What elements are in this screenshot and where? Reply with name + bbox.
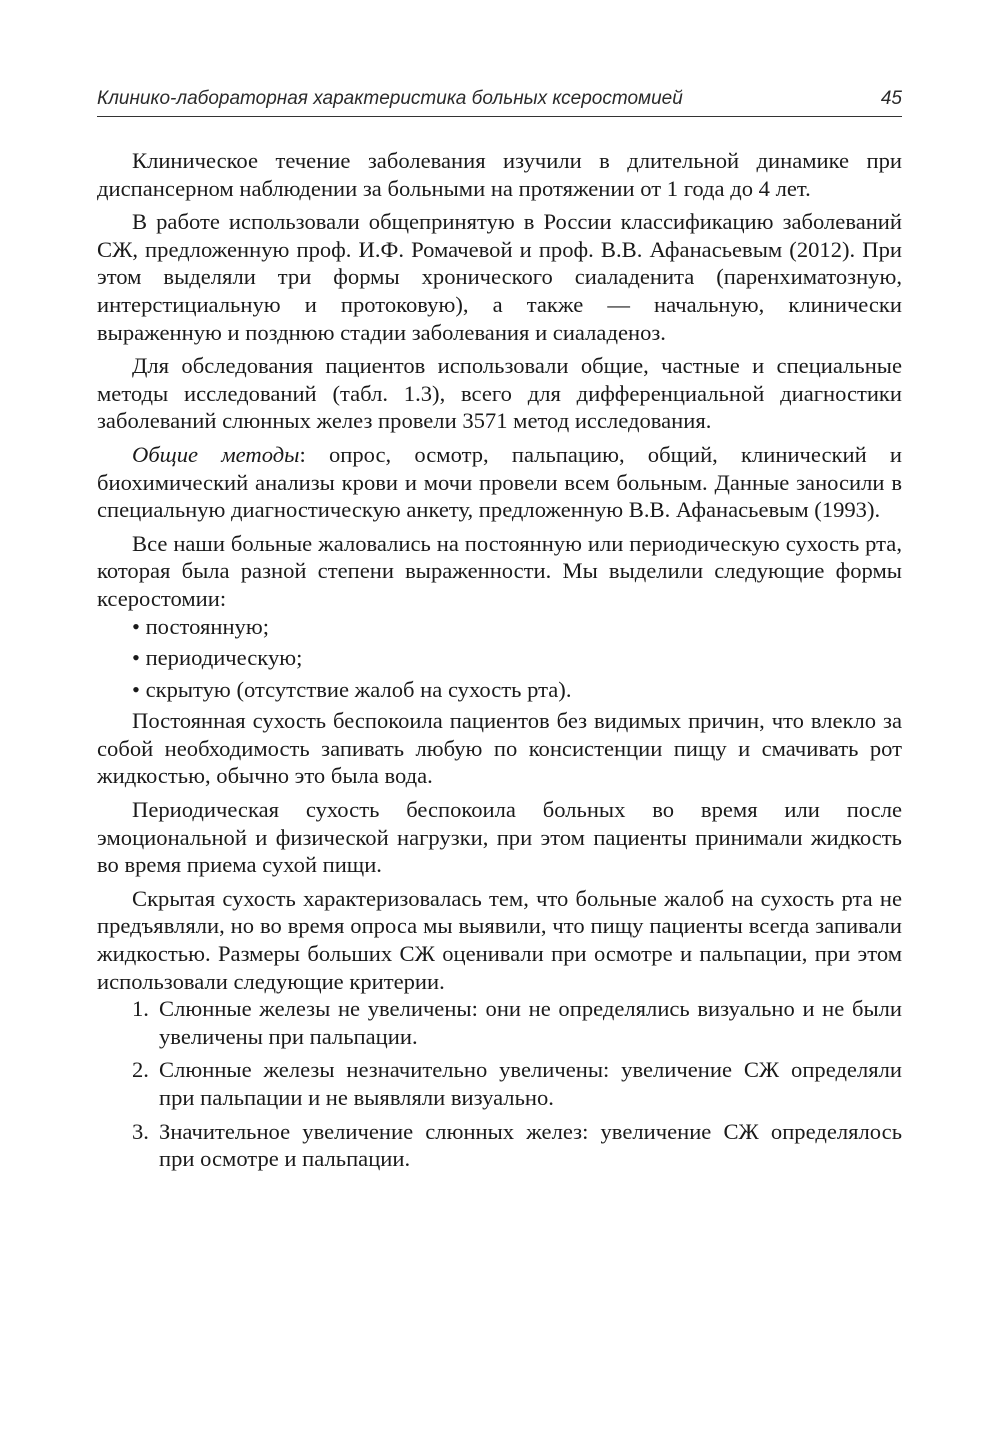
list-item: • скрытую (отсутствие жалоб на сухость рта). <box>97 676 902 704</box>
page-number: 45 <box>880 88 902 109</box>
running-header <box>97 88 902 117</box>
list-item-number: 1. <box>132 996 149 1022</box>
paragraph-hidden-dryness: Скрытая сухость характеризовалась тем, что больные жалоб на сухость рта не предъявляли, но во время опроса мы выявили, что пищу пациенты всегда запивали жидкостью. Размеры больших СЖ оценивали при осмотре и пальпации, при этом использовали следующие критерии. <box>97 885 902 994</box>
paragraph-general-methods <box>97 441 902 524</box>
running-title: Клинико-лабораторная характеристика больных ксеростомией <box>97 88 683 109</box>
general-methods-label: Общие методы <box>132 441 300 467</box>
paragraph-complaints-intro: Все наши больные жаловались на постоянную или периодическую сухость рта, которая была разной степени выраженности. Мы выделили следующие формы ксеростомии: <box>97 530 902 611</box>
paragraph-classification: В работе использовали общепринятую в России классификацию заболеваний СЖ, предложенную проф. И.Ф. Ромачевой и проф. В.В. Афанасьевым (2012). При этом выделяли три формы хронического сиаладенита (паренхиматозную, интерстициальную и протоковую), а также — начальную, клинически выраженную и позднюю стадии заболевания и сиаладеноз. <box>97 209 902 345</box>
list-item <box>97 1056 902 1111</box>
paragraph-examination-methods: Для обследования пациентов использовали общие, частные и специальные методы исследований (табл. 1.3), всего для дифференциальной диагностики заболеваний слюнных желез провели 3571 метод исследования. <box>97 353 902 434</box>
list-item-number: 3. <box>132 1118 149 1144</box>
list-item <box>97 995 902 1050</box>
general-methods-text: : опрос, осмотр, пальпацию, общий, клинический и биохимический анализы крови и мочи провели всем больным. Данные заносили в специальную диагностическую анкету, предложенную В.В. Афанасьевым (1993). <box>97 441 902 523</box>
list-item <box>97 1118 902 1173</box>
paragraph-constant-dryness: Постоянная сухость беспокоила пациентов без видимых причин, что влекло за собой необходимость запивать любую по консистенции пищу и смачивать рот жидкостью, обычно это была вода. <box>97 708 902 789</box>
list-item-number: 2. <box>132 1057 149 1083</box>
list-item: • постоянную; <box>97 613 902 641</box>
paragraph-periodic-dryness: Периодическая сухость беспокоила больных во время или после эмоциональной и физической нагрузки, при этом пациенты принимали жидкость во время приема сухой пищи. <box>97 797 902 878</box>
criteria-list <box>97 995 902 1173</box>
body-text <box>97 147 902 1173</box>
list-item-text: Значительное увеличение слюнных желез: увеличение СЖ определялось при осмотре и пальпации. <box>159 1118 902 1172</box>
paragraph-clinical-course: Клиническое течение заболевания изучили в длительной динамике при диспансерном наблюдении за больными на протяжении от 1 года до 4 лет. <box>97 148 902 201</box>
list-item-text: Слюнные железы незначительно увеличены: увеличение СЖ определяли при пальпации и не выявляли визуально. <box>159 1057 902 1110</box>
list-item-text: Слюнные железы не увеличены: они не определялись визуально и не были увеличены при пальпации. <box>159 996 902 1049</box>
list-item: • периодическую; <box>97 644 902 672</box>
xerostomia-forms-list <box>97 613 902 704</box>
book-page <box>97 88 902 1179</box>
